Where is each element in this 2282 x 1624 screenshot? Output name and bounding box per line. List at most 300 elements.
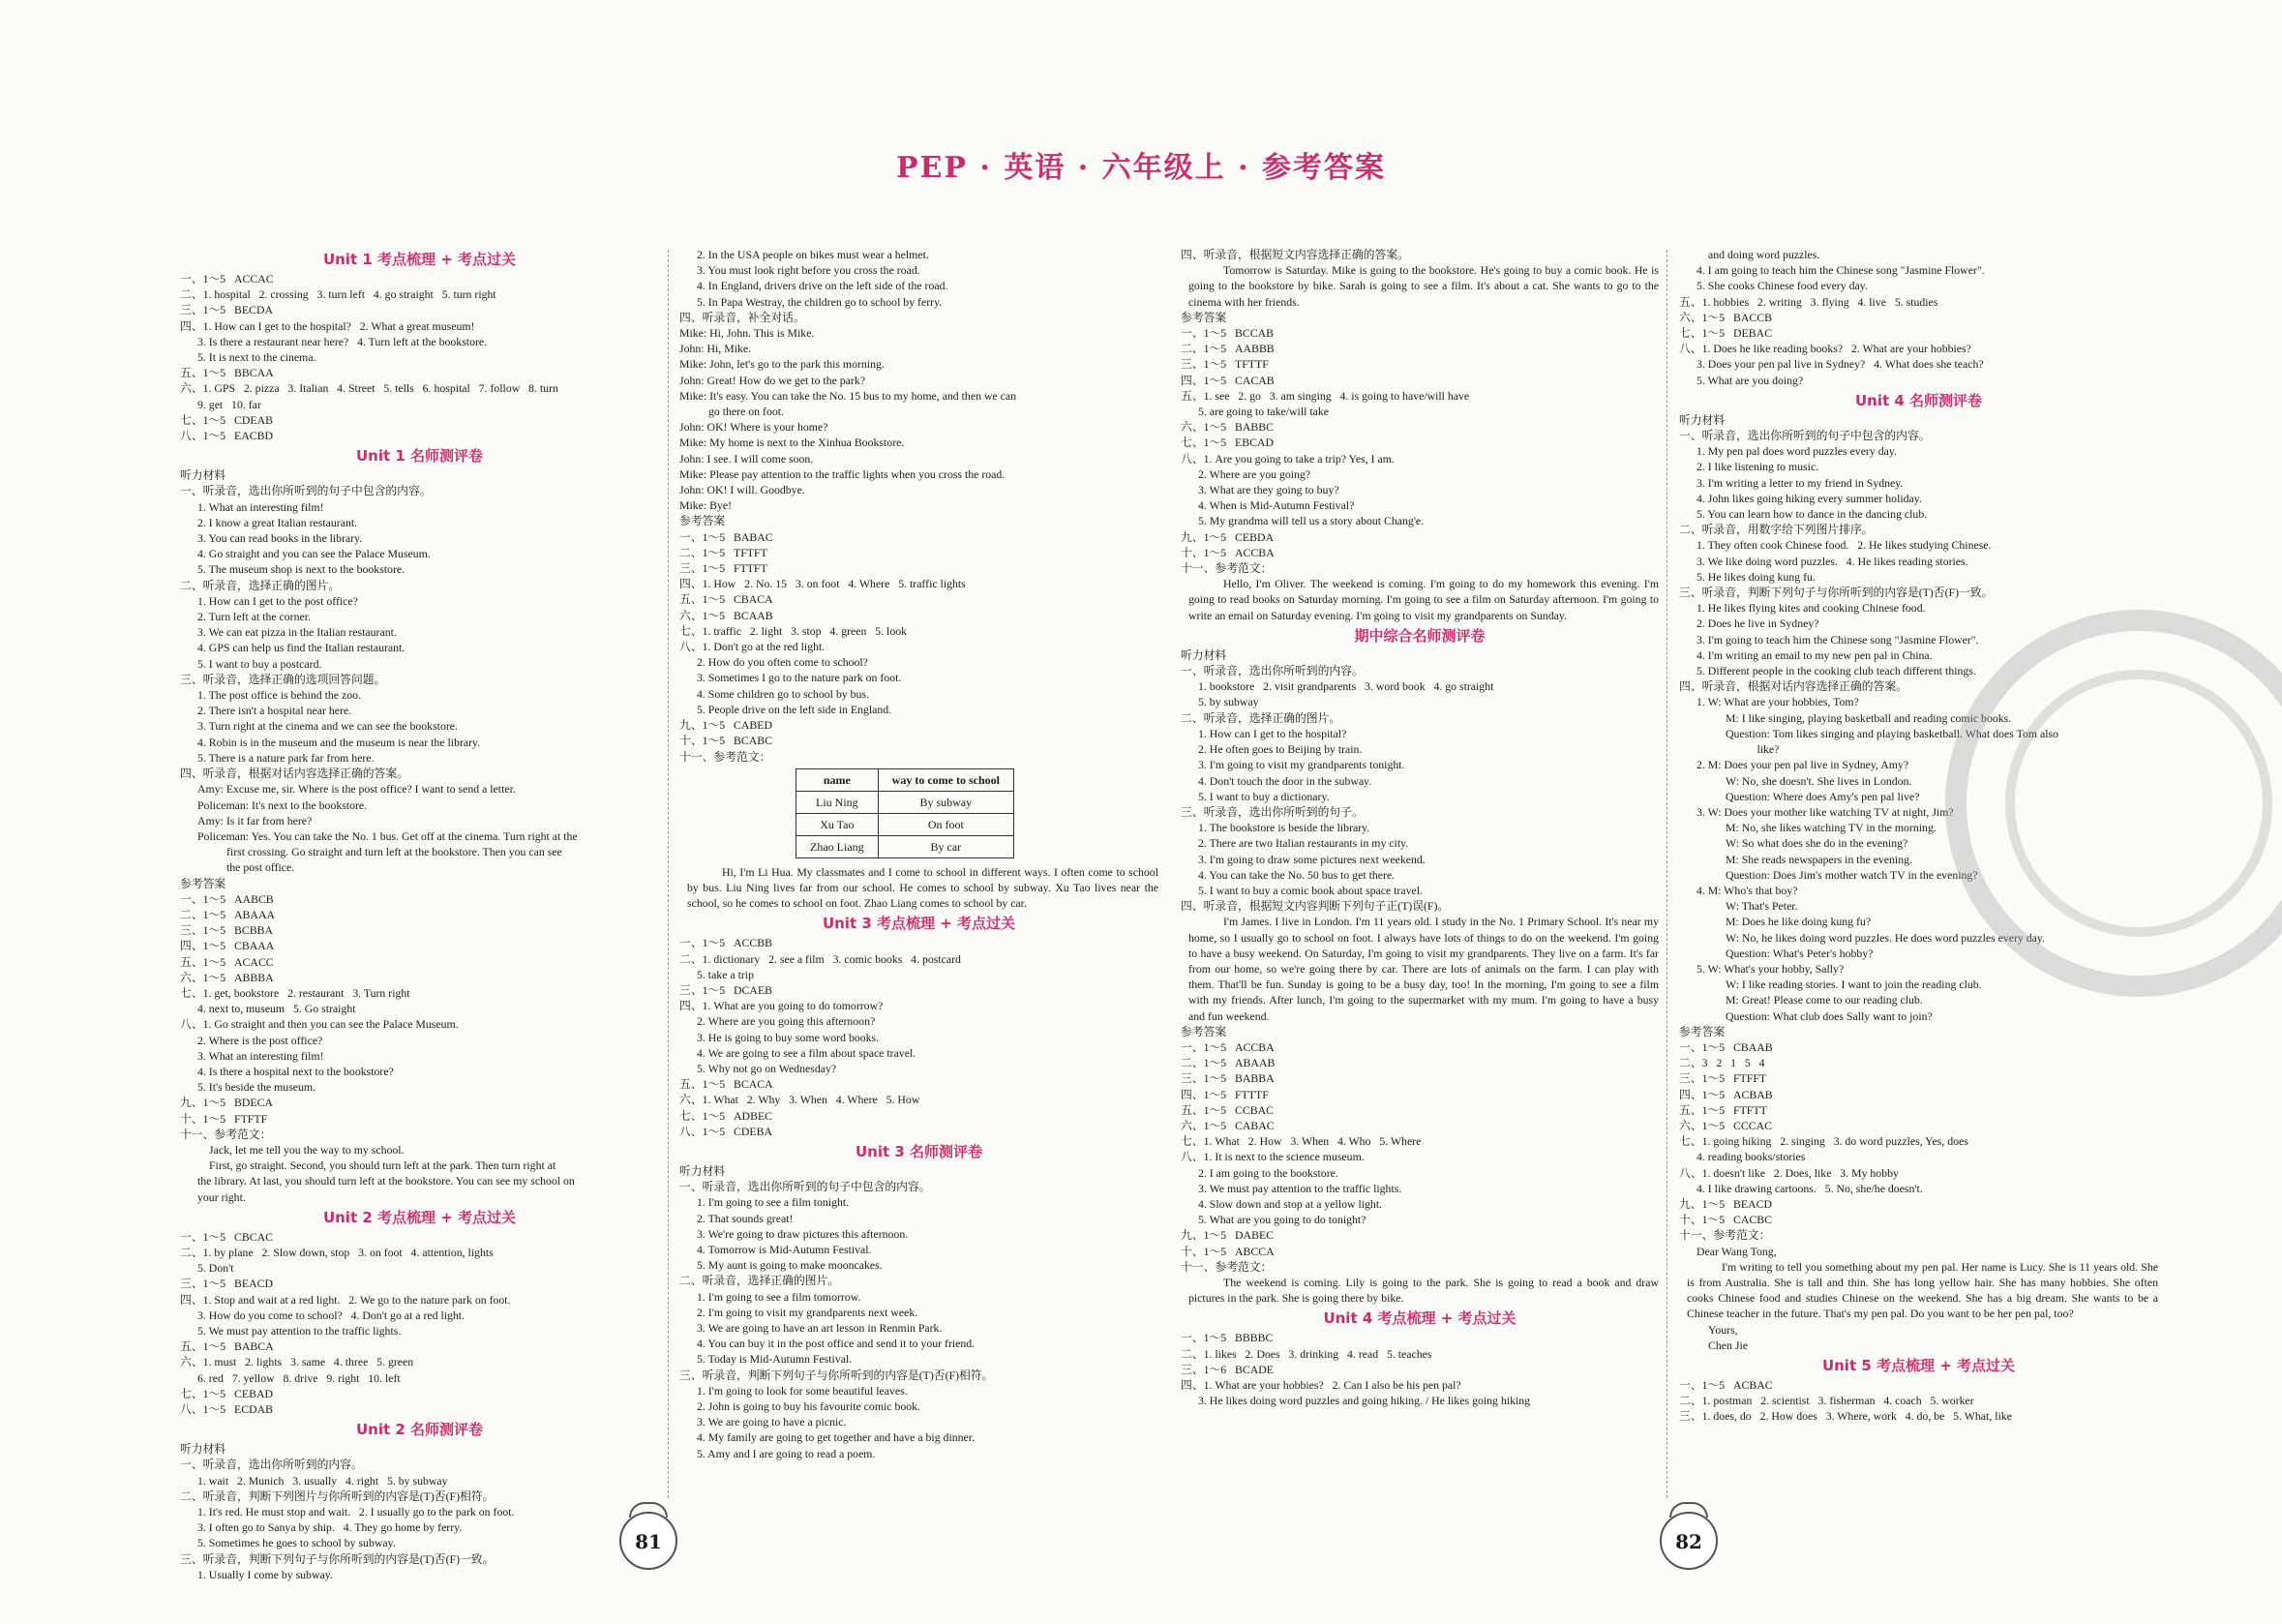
answer-line: 4. In England, drivers drive on the left side of the road. (697, 279, 948, 293)
answer-line: 十一、参考范文： (679, 749, 771, 764)
answer-line: 1. bookstore 2. visit grandparents 3. word book 4. go straight (1198, 679, 1494, 694)
answer-line: 5. She cooks Chinese food every day. (1696, 279, 1868, 293)
answer-line: John: I see. I will come soon. (679, 451, 814, 466)
answer-line: 5. There is a nature park far from here. (197, 750, 375, 765)
section-heading: Unit 3 考点梳理 + 考点过关 (822, 915, 1016, 933)
answer-line: 1. The bookstore is beside the library. (1198, 821, 1370, 835)
answer-line: 六、1～5 BCAAB (679, 608, 773, 622)
answer-line: 2. There are two Italian restaurants in my city. (1198, 836, 1409, 851)
answer-line: W: No, she doesn't. She lives in London. (1726, 773, 1912, 788)
answer-line: 五、1～5 ACACC (180, 954, 274, 969)
answer-line: 一、1～5 ACCBA (1181, 1039, 1275, 1054)
answer-line: 3. Sometimes I go to the nature park on foot. (697, 671, 902, 685)
answer-line: M: I like singing, playing basketball and reading comic books. (1726, 710, 2012, 725)
answer-line: 五、1～5 FTFTT (1679, 1102, 1767, 1117)
answer-line: 三、听录音，判断下列句子与你所听到的内容是(T)否(F)一致。 (1679, 586, 1994, 600)
answer-line: M: Does he like doing kung fu? (1726, 915, 1872, 929)
answer-line: 1. I'm going to see a film tomorrow. (697, 1289, 861, 1304)
table-cell: By subway (878, 791, 1013, 813)
section-heading: Unit 2 名师测评卷 (355, 1421, 484, 1439)
answer-line: 1. They often cook Chinese food. 2. He likes studying Chinese. (1696, 538, 1992, 553)
answer-line: 2. M: Does your pen pal live in Sydney, Amy? (1696, 758, 1909, 772)
answer-line: John: OK! Where is your home? (679, 420, 828, 435)
answer-line: 四、听录音，根据短文内容判断下列句子正(T)误(F)。 (1181, 899, 1450, 914)
answer-line: 三、1～5 FTFFT (1679, 1071, 1767, 1086)
answer-line: 3. We are going to have an art lesson in Renmin Park. (697, 1320, 943, 1335)
section-heading: Unit 4 名师测评卷 (1854, 391, 1983, 409)
answer-line: 二、听录音，用数字给下列图片排序。 (1679, 523, 1874, 537)
answer-line: 一、1～5 ACCBB (679, 936, 773, 950)
answer-line: 1. W: What are your hobbies, Tom? (1696, 695, 1859, 709)
answer-line: 1. How can I get to the hospital? (1198, 726, 1347, 740)
answer-line: 三、1～5 BEACD (180, 1277, 274, 1291)
answer-line: 四、1. Stop and wait at a red light. 2. We go to the nature park on foot. (180, 1292, 511, 1307)
answer-line: 3. You must look right before you cross the road. (697, 263, 920, 278)
answer-line: 一、1～5 BABAC (679, 529, 773, 544)
answer-line: 1. It's red. He must stop and wait. 2. I usually go to the park on foot. (197, 1505, 515, 1519)
answer-line: 十一、参考范文： (1181, 561, 1273, 576)
answer-line: 3. We like doing word puzzles. 4. He likes reading stories. (1696, 554, 1968, 568)
answer-line: 七、1. going hiking 2. singing 3. do word puzzles, Yes, does (1679, 1134, 1968, 1149)
table-row (796, 813, 1014, 835)
answer-line: 七、1～5 CDEAB (180, 412, 274, 427)
answer-line: 5. W: What's your hobby, Sally? (1696, 961, 1845, 976)
answer-line: 听力材料 (1181, 647, 1227, 662)
answer-line: 六、1. What 2. Why 3. When 4. Where 5. How (679, 1093, 920, 1107)
sample-paragraph: I'm writing to tell you something about my pen pal. Her name is Lucy. She is 11 years old. She is from Australia. She is tall and thin. She has long yellow hair. She has many hobbies. She often cooks Chinese food and studies Chinese on the weekend. She has a big dream. She wants to be a Chinese teacher in the future. That's my pen pal. Do you want to be her pen pal, too? (1687, 1259, 2158, 1321)
answer-column-1 (180, 247, 659, 1582)
answer-line: 二、1～5 ABAAA (180, 907, 275, 921)
answer-line: 十、1～5 FTFTF (180, 1111, 268, 1126)
answer-line: M: Great! Please come to our reading club. (1726, 993, 1923, 1007)
answer-line: your right. (197, 1189, 246, 1204)
answer-line: Mike: John, let's go to the park this morning. (679, 357, 885, 372)
answer-column-2 (679, 247, 1158, 1461)
answer-line: 六、1～5 CCCAC (1679, 1118, 1773, 1132)
answer-line: 一、1～5 AABCB (180, 891, 274, 906)
answer-line: 九、1～5 DABEC (1181, 1228, 1275, 1243)
answer-line: Mike: It's easy. You can take the No. 15 bus to my home, and then we can (679, 388, 1016, 403)
answer-line: 2. Where are you going this afternoon? (697, 1014, 876, 1029)
answer-line: 3. W: Does your mother like watching TV at night, Jim? (1696, 804, 1954, 819)
answer-line: 参考答案 (679, 514, 726, 528)
table-row (796, 835, 1014, 857)
answer-line: 4. M: Who's that boy? (1696, 883, 1798, 897)
answer-line: 听力材料 (679, 1163, 726, 1178)
answer-line: 4. Don't touch the door in the subway. (1198, 773, 1372, 788)
answer-line: 二、1. postman 2. scientist 3. fisherman 4. coach 5. worker (1679, 1394, 1974, 1408)
answer-line: 2. I like listening to music. (1696, 460, 1819, 474)
table-cell: Liu Ning (796, 791, 879, 813)
answer-line: 1. He likes flying kites and cooking Chinese food. (1696, 601, 1926, 616)
answer-line: 八、1. Go straight and then you can see the Palace Museum. (180, 1017, 459, 1032)
answer-line: 四、1. What are you going to do tomorrow? (679, 999, 884, 1013)
answer-line: 一、1～5 BBBBC (1181, 1331, 1274, 1345)
answer-line: 5. by subway (1198, 695, 1259, 709)
answer-line: 二、3 2 1 5 4 (1679, 1056, 1765, 1070)
answer-line: 十、1～5 CACBC (1679, 1213, 1773, 1227)
answer-line: 二、1～5 ABAAB (1181, 1056, 1276, 1070)
answer-line: 5. In Papa Westray, the children go to school by ferry. (697, 294, 943, 309)
column-divider (1666, 250, 1667, 1498)
answer-line: 一、听录音，选出你所听到的内容。 (180, 1458, 363, 1472)
answer-line: 5. The museum shop is next to the bookstore. (197, 562, 405, 577)
answer-line: 六、1～5 ABBBA (180, 970, 274, 984)
answer-line: 一、1～5 BCCAB (1181, 326, 1275, 341)
answer-line: 2. That sounds great! (697, 1211, 794, 1225)
table-cell: By car (878, 835, 1013, 857)
answer-line: 4. Slow down and stop at a yellow light. (1198, 1196, 1383, 1211)
answer-line: Mike: Hi, John. This is Mike. (679, 326, 815, 341)
answer-line: 3. How do you come to school? 4. Don't go at a red light. (197, 1308, 465, 1322)
page-title: PEP · 英语 · 六年级上 · 参考答案 (896, 151, 1386, 185)
answer-line: 八、1. doesn't like 2. Does, like 3. My hobby (1679, 1165, 1899, 1180)
answer-line: Chen Jie (1708, 1338, 1748, 1352)
answer-line: 6. red 7. yellow 8. drive 9. right 10. left (197, 1370, 401, 1385)
answer-line: 三、1～5 BCBBA (180, 923, 274, 938)
answer-line: 5. We must pay attention to the traffic lights. (197, 1324, 402, 1338)
answer-line: 3. Does your pen pal live in Sydney? 4. What does she teach? (1696, 357, 1984, 372)
answer-line: 六、1～5 CABAC (1181, 1118, 1275, 1132)
answer-line: 参考答案 (1181, 310, 1227, 324)
answer-line: 四、1. How can I get to the hospital? 2. What a great museum! (180, 318, 475, 333)
answer-line: 十、1～5 ABCCA (1181, 1244, 1275, 1258)
answer-line: 八、1～5 ECDAB (180, 1402, 274, 1417)
answer-line: 参考答案 (180, 876, 226, 890)
answer-line: M: No, she likes watching TV in the morning. (1726, 821, 1937, 835)
answer-line: 四、1～5 ACBAB (1679, 1087, 1773, 1101)
answer-line: 听力材料 (180, 468, 226, 483)
answer-line: 2. In the USA people on bikes must wear a helmet. (697, 248, 929, 261)
answer-line: 4. GPS can help us find the Italian restaurant. (197, 641, 405, 655)
answer-line: 八、1. Don't go at the red light. (679, 640, 826, 654)
answer-line: 八、1. Does he like reading books? 2. What are your hobbies? (1679, 342, 1971, 356)
answer-line: W: I like reading stories. I want to join the reading club. (1726, 977, 1982, 992)
answer-line: 四、听录音，根据对话内容选择正确的答案。 (180, 767, 408, 781)
answer-line: 3. What are they going to buy? (1198, 483, 1339, 497)
answer-line: 十、1～5 ACCBA (1181, 545, 1275, 559)
answer-line: 听力材料 (180, 1442, 226, 1457)
answer-line: 5. People drive on the left side in England. (697, 702, 892, 716)
answer-line: 七、1～5 DEBAC (1679, 326, 1773, 341)
answer-line: 5. What are you going to do tonight? (1198, 1213, 1366, 1227)
answer-line: 1. My pen pal does word puzzles every day. (1696, 444, 1897, 459)
answer-line: 三、听录音，判断下列句子与你所听到的内容是(T)否(F)相符。 (679, 1368, 994, 1382)
answer-line: 1. wait 2. Munich 3. usually 4. right 5. by subway (197, 1473, 448, 1488)
answer-line: 4. I like drawing cartoons. 5. No, she/he doesn't. (1696, 1181, 1923, 1195)
answer-line: 3. I'm going to draw some pictures next weekend. (1198, 852, 1426, 866)
answer-line: 9. get 10. far (197, 397, 261, 411)
answer-line: Dear Wang Tong, (1696, 1244, 1777, 1258)
sample-paragraph: Hello, I'm Oliver. The weekend is coming. I'm going to do my homework this evening. I'm going to read books on Saturday morning. I'm going to see a film on Saturday afternoon. I'm going to write an email on Saturday evening. I'm going to visit my grandparents on Sunday. (1188, 577, 1659, 622)
answer-line: Mike: Please pay attention to the traffic lights when you cross the road. (679, 466, 1006, 481)
answer-line: 4. You can buy it in the post office and send it to your friend. (697, 1337, 976, 1351)
answer-line: 六、1. GPS 2. pizza 3. Italian 4. Street 5. tells 6. hospital 7. follow 8. turn (180, 381, 558, 396)
answer-line: 一、听录音，选出你所听到的内容。 (1181, 664, 1364, 678)
answer-line: 五、1～5 BCACA (679, 1077, 773, 1092)
answer-line: 2. I know a great Italian restaurant. (197, 515, 358, 529)
answer-line: 3. What an interesting film! (197, 1048, 324, 1063)
column-divider (668, 250, 669, 1498)
answer-line: Question: Where does Amy's pen pal live? (1726, 789, 1920, 803)
answer-line: 4. Is there a hospital next to the bookstore? (197, 1064, 394, 1078)
answer-line: 2. Does he live in Sydney? (1696, 617, 1819, 631)
answer-line: Jack, let me tell you the way to my school. (209, 1142, 405, 1157)
answer-line: 二、1. dictionary 2. see a film 3. comic books 4. postcard (679, 951, 961, 966)
answer-line: 二、1. likes 2. Does 3. drinking 4. read 5. teaches (1181, 1346, 1432, 1361)
answer-line: 四、1. How 2. No. 15 3. on foot 4. Where 5. traffic lights (679, 577, 966, 591)
answer-line: 四、听录音，补全对话。 (679, 310, 805, 324)
answer-line: 5. It is next to the cinema. (197, 350, 316, 365)
answer-line: 5. Why not go on Wednesday? (697, 1061, 837, 1075)
answer-line: W: No, he likes doing word puzzles. He does word puzzles every day. (1726, 930, 2045, 945)
answer-line: 参考答案 (1679, 1024, 1726, 1038)
answer-line: 一、1～5 ACCAC (180, 272, 274, 286)
answer-line: 六、1. must 2. lights 3. same 4. three 5. green (180, 1355, 414, 1369)
answer-line: 七、1～5 CEBAD (180, 1386, 274, 1400)
answer-line: 2. How do you often come to school? (697, 655, 868, 670)
sample-table (796, 768, 1014, 858)
answer-line: 一、听录音，选出你所听到的句子中包含的内容。 (180, 484, 432, 498)
answer-line: 5. Don't (197, 1261, 234, 1276)
answer-line: 4. My family are going to get together and have a big dinner. (697, 1430, 975, 1445)
answer-line: 三、1～5 BECDA (180, 303, 274, 317)
answer-line: 5. I want to buy a comic book about space travel. (1198, 883, 1423, 897)
answer-line: 二、听录音，选择正确的图片。 (180, 578, 341, 592)
answer-line: 四、1～5 FTTTF (1181, 1087, 1269, 1101)
answer-line: 5. You can learn how to dance in the dancing club. (1696, 507, 1928, 522)
answer-line: 五、1～5 BBCAA (180, 366, 274, 380)
answer-line: 八、1. Are you going to take a trip? Yes, I am. (1181, 451, 1395, 466)
answer-line: W: So what does she do in the evening? (1726, 836, 1908, 851)
answer-line: 三、1～5 DCAEB (679, 982, 773, 997)
answer-line: 一、听录音，选出你所听到的句子中包含的内容。 (679, 1180, 931, 1194)
page-number-left: 81 (619, 1512, 677, 1570)
answer-line: 4. We are going to see a film about space travel. (697, 1045, 916, 1060)
answer-line: 5. I want to buy a postcard. (197, 656, 322, 671)
answer-line: 九、1～5 BEACD (1679, 1196, 1773, 1211)
answer-line: the library. At last, you should turn left at the bookstore. You can see my school on (197, 1174, 575, 1188)
answer-line: M: She reads newspapers in the evening. (1726, 852, 1912, 866)
answer-line: 二、听录音，判断下列图片与你所听到的内容是(T)否(F)相符。 (180, 1489, 495, 1503)
answer-line: 三、听录音，选出你所听到的句子。 (1181, 804, 1364, 819)
page-number-right: 82 (1660, 1512, 1718, 1570)
answer-line: 3. I'm writing a letter to my friend in Sydney. (1696, 475, 1904, 490)
answer-line: 1. How can I get to the post office? (197, 593, 358, 608)
answer-line: 2. Turn left at the corner. (197, 610, 311, 624)
answer-line: 5. Sometimes he goes to school by subway. (197, 1536, 396, 1550)
answer-line: 四、1～5 CBAAA (180, 939, 275, 953)
answer-line: 3. Turn right at the cinema and we can see the bookstore. (197, 719, 458, 734)
answer-line: 三、1～5 FTTFT (679, 561, 767, 576)
answer-line: 2. There isn't a hospital near here. (197, 704, 352, 718)
answer-line: 二、1～5 TFTFT (679, 545, 767, 559)
answer-line: 七、1. traffic 2. light 3. stop 4. green 5. look (679, 623, 908, 638)
answer-line: 八、1～5 EACBD (180, 429, 274, 443)
answer-line: 1. Usually I come by subway. (197, 1567, 333, 1581)
answer-line: 四、1～5 CACAB (1181, 373, 1275, 387)
answer-line: 1. I'm going to look for some beautiful leaves. (697, 1383, 908, 1398)
answer-line: 5. My grandma will tell us a story about Chang'e. (1198, 514, 1425, 528)
answer-line: John: Great! How do we get to the park? (679, 373, 865, 387)
answer-line: 十一、参考范文： (180, 1127, 272, 1141)
answer-line: W: That's Peter. (1726, 899, 1798, 914)
answer-line: 2. Where is the post office? (197, 1033, 323, 1047)
answer-line: 1. What an interesting film! (197, 499, 324, 514)
answer-line: 3. I'm going to teach him the Chinese song "Jasmine Flower". (1696, 632, 1979, 647)
answer-line: 4. I am going to teach him the Chinese song "Jasmine Flower". (1696, 263, 1985, 278)
answer-line: 三、听录音，选择正确的选项回答问题。 (180, 672, 386, 686)
answer-line: 5. are going to take/will take (1198, 405, 1329, 419)
answer-line: Policeman: It's next to the bookstore. (197, 797, 368, 812)
answer-line: 四、听录音，根据对话内容选择正确的答案。 (1679, 679, 1907, 694)
answer-line: 3. He is going to buy some word books. (697, 1030, 880, 1044)
table-cell: On foot (878, 813, 1013, 835)
answer-line: 4. Some children go to school by bus. (697, 686, 869, 701)
answer-line: go there on foot. (708, 405, 784, 419)
sample-paragraph: I'm James. I live in London. I'm 11 years old. I study in the No. 1 Primary School. It's near my home, so I usually go to school on foot. I always have lots of things to do on the weekend. I'm going to have a busy weekend. On Saturday, I'm going to visit my grandparents. They live on a farm. It's far from our home, so we're going there by car. There are lots of animals on the farm. I can play with them. That'll be fun. Sunday is going to be a busy day, too! In the morning, I'm going to see a film with my friends. After lunch, I'm going to the supermarket with my mum. I'm going to have a busy and fun weekend. (1188, 915, 1659, 1023)
answer-line: Amy: Excuse me, sir. Where is the post office? I want to send a letter. (197, 782, 516, 797)
answer-line: 2. I am going to the bookstore. (1198, 1165, 1338, 1180)
answer-line: 2. I'm going to visit my grandparents next week. (697, 1305, 918, 1319)
section-heading: Unit 5 考点梳理 + 考点过关 (1821, 1357, 2016, 1375)
answer-line: John: OK! I will. Goodbye. (679, 483, 805, 497)
sample-paragraph: Hi, I'm Li Hua. My classmates and I come to school in different ways. I often come to school by bus. Liu Ning lives far from our school. He comes to school by subway. Xu Tao lives near the school, so he comes to school on foot. Zhao Liang comes to school by car. (687, 864, 1158, 911)
answer-line: Amy: Is it far from here? (197, 813, 313, 827)
answer-line: 参考答案 (1181, 1024, 1227, 1038)
answer-line: 5. It's beside the museum. (197, 1080, 316, 1095)
answer-line: 5. Today is Mid-Autumn Festival. (697, 1352, 853, 1367)
answer-line: 七、1. What 2. How 3. When 4. Who 5. Where (1181, 1134, 1422, 1149)
answer-line: 3. He likes doing word puzzles and going hiking. / He likes going hiking (1198, 1394, 1531, 1408)
answer-line: 三、1～5 BABBA (1181, 1071, 1275, 1086)
answer-line: 五、1～5 CBACA (679, 592, 773, 607)
answer-line: 四、1. What are your hobbies? 2. Can I also be his pen pal? (1181, 1378, 1461, 1393)
answer-column-3 (1181, 247, 1659, 1408)
answer-line: 十一、参考范文： (1181, 1259, 1273, 1274)
table-header: way to come to school (878, 768, 1013, 791)
answer-line: 三、1～6 BCADE (1181, 1362, 1275, 1376)
answer-line: 二、1. hospital 2. crossing 3. turn left 4. go straight 5. turn right (180, 287, 496, 302)
answer-line: first crossing. Go straight and turn left at the bookstore. Then you can see (226, 845, 562, 859)
answer-line: 九、1～5 BDECA (180, 1096, 274, 1110)
table-header: name (796, 768, 879, 791)
answer-line: 八、1～5 CDEBA (679, 1124, 773, 1138)
answer-line: Question: What's Peter's hobby? (1726, 946, 1874, 960)
section-heading: 期中综合名师测评卷 (1354, 626, 1486, 645)
answer-line: 5. Amy and I are going to read a poem. (697, 1446, 876, 1460)
answer-line: 2. John is going to buy his favourite comic book. (697, 1399, 921, 1413)
answer-line: 九、1～5 CEBDA (1181, 529, 1275, 544)
answer-line: 5. He likes doing kung fu. (1696, 569, 1816, 584)
answer-line: 4. I'm writing an email to my new pen pal in China. (1696, 647, 1933, 662)
answer-line: 四、听录音，根据短文内容选择正确的答案。 (1181, 248, 1409, 261)
answer-line: Yours, (1708, 1322, 1738, 1337)
answer-line: Question: Tom likes singing and playing basketball. What does Tom also (1726, 726, 2059, 740)
section-heading: Unit 4 考点梳理 + 考点过关 (1323, 1309, 1516, 1328)
answer-line: 3. We are going to have a picnic. (697, 1415, 847, 1429)
table-cell: Zhao Liang (796, 835, 879, 857)
answer-line: 2. Where are you going? (1198, 466, 1311, 481)
answer-line: 4. Robin is in the museum and the museum is near the library. (197, 735, 481, 749)
answer-line: 二、听录音，选择正确的图片。 (679, 1274, 840, 1288)
answer-line: 3. Is there a restaurant near here? 4. Turn left at the bookstore. (197, 334, 488, 348)
answer-line: 六、1～5 BABBC (1181, 420, 1275, 435)
answer-line: 5. What are you doing? (1696, 373, 1804, 387)
answer-line: 3. We can eat pizza in the Italian restaurant. (197, 625, 397, 640)
section-heading: Unit 1 考点梳理 + 考点过关 (322, 251, 517, 268)
answer-line: 一、1～5 CBAAB (1679, 1039, 1773, 1054)
answer-line: 3. We're going to draw pictures this afternoon. (697, 1226, 909, 1241)
answer-line: 三、听录音，判断下列句子与你所听到的内容是(T)否(F)一致。 (180, 1551, 495, 1566)
answer-line: 三、1. does, do 2. How does 3. Where, work 4. do, be 5. What, like (1679, 1409, 2012, 1424)
answer-line: 一、1～5 CBCAC (180, 1229, 274, 1244)
answer-line: 4. Go straight and you can see the Palace Museum. (197, 547, 431, 561)
answer-line: Question: What club does Sally want to join? (1726, 1008, 1933, 1023)
section-heading: Unit 2 考点梳理 + 考点过关 (322, 1208, 517, 1226)
answer-line: 七、1～5 EBCAD (1181, 436, 1275, 450)
answer-line: 3. I'm going to visit my grandparents tonight. (1198, 758, 1405, 772)
answer-line: 5. I want to buy a dictionary. (1198, 789, 1330, 803)
section-heading: Unit 1 名师测评卷 (355, 447, 484, 466)
answer-line: 听力材料 (1679, 412, 1726, 427)
answer-line: 八、1. It is next to the science museum. (1181, 1150, 1365, 1164)
section-heading: Unit 3 名师测评卷 (855, 1142, 983, 1160)
answer-line: 七、1. get, bookstore 2. restaurant 3. Turn right (180, 985, 410, 1000)
answer-line: First, go straight. Second, you should turn left at the park. Then turn right at (209, 1158, 556, 1173)
answer-line: 三、1～5 TFTTF (1181, 357, 1269, 372)
answer-line: 3. We must pay attention to the traffic lights. (1198, 1181, 1402, 1195)
table-cell: Xu Tao (796, 813, 879, 835)
sample-paragraph: Tomorrow is Saturday. Mike is going to the bookstore. He's going to buy a comic book. He is going to the bookstore by bike. Sarah is going to see a film. It's about a cat. She wants to go to the cinema with her friends. (1188, 263, 1659, 309)
answer-line: 五、1～5 CCBAC (1181, 1102, 1275, 1117)
answer-line: 二、听录音，选择正确的图片。 (1181, 710, 1341, 725)
answer-line: and doing word puzzles. (1708, 248, 1820, 261)
answer-line: Question: Does Jim's mother watch TV in the evening? (1726, 867, 1978, 882)
answer-line: 二、1. by plane 2. Slow down, stop 3. on foot 4. attention, lights (180, 1245, 494, 1259)
answer-line: 1. I'm going to see a film tonight. (697, 1195, 850, 1210)
answer-line: 七、1～5 ADBEC (679, 1108, 773, 1123)
answer-line: 2. He often goes to Beijing by train. (1198, 742, 1363, 757)
answer-line: 1. The post office is behind the zoo. (197, 688, 361, 703)
answer-line: like? (1726, 742, 1780, 757)
answer-line: 一、1～5 ACBAC (1679, 1378, 1773, 1393)
answer-line: 4. Tomorrow is Mid-Autumn Festival. (697, 1242, 872, 1256)
answer-line: John: Hi, Mike. (679, 342, 752, 356)
answer-line: 3. You can read books in the library. (197, 531, 363, 546)
answer-line: Policeman: Yes. You can take the No. 1 bus. Get off at the cinema. Turn right at the (197, 828, 578, 843)
answer-line: 六、1～5 BACCB (1679, 310, 1773, 324)
answer-line: 二、1～5 AABBB (1181, 342, 1275, 356)
sample-paragraph: The weekend is coming. Lily is going to the park. She is going to read a book and draw pictures in the park. She is going there by bike. (1188, 1276, 1659, 1306)
answer-line: 十一、参考范文： (1679, 1228, 1771, 1243)
answer-line: the post office. (226, 860, 295, 875)
table-row (796, 791, 1014, 813)
answer-line: 五、1. hobbies 2. writing 3. flying 4. live 5. studies (1679, 294, 1938, 309)
answer-line: 十、1～5 BCABC (679, 734, 773, 748)
answer-line: 4. reading books/stories (1696, 1150, 1806, 1164)
answer-line: 4. next to, museum 5. Go straight (197, 1002, 356, 1016)
answer-line: Mike: My home is next to the Xinhua Bookstore. (679, 436, 905, 450)
answer-line: Mike: Bye! (679, 498, 733, 513)
answer-line: 4. When is Mid-Autumn Festival? (1198, 498, 1355, 513)
answer-line: 九、1～5 CABED (679, 718, 773, 733)
answer-line: 5. My aunt is going to make mooncakes. (697, 1258, 883, 1273)
answer-line: 3. I often go to Sanya by ship. 4. They go home by ferry. (197, 1520, 463, 1535)
answer-line: 五、1～5 BABCA (180, 1339, 274, 1354)
answer-line: 5. Different people in the cooking club teach different things. (1696, 664, 1976, 678)
answer-line: 一、听录音，选出你所听到的句子中包含的内容。 (1679, 429, 1931, 443)
